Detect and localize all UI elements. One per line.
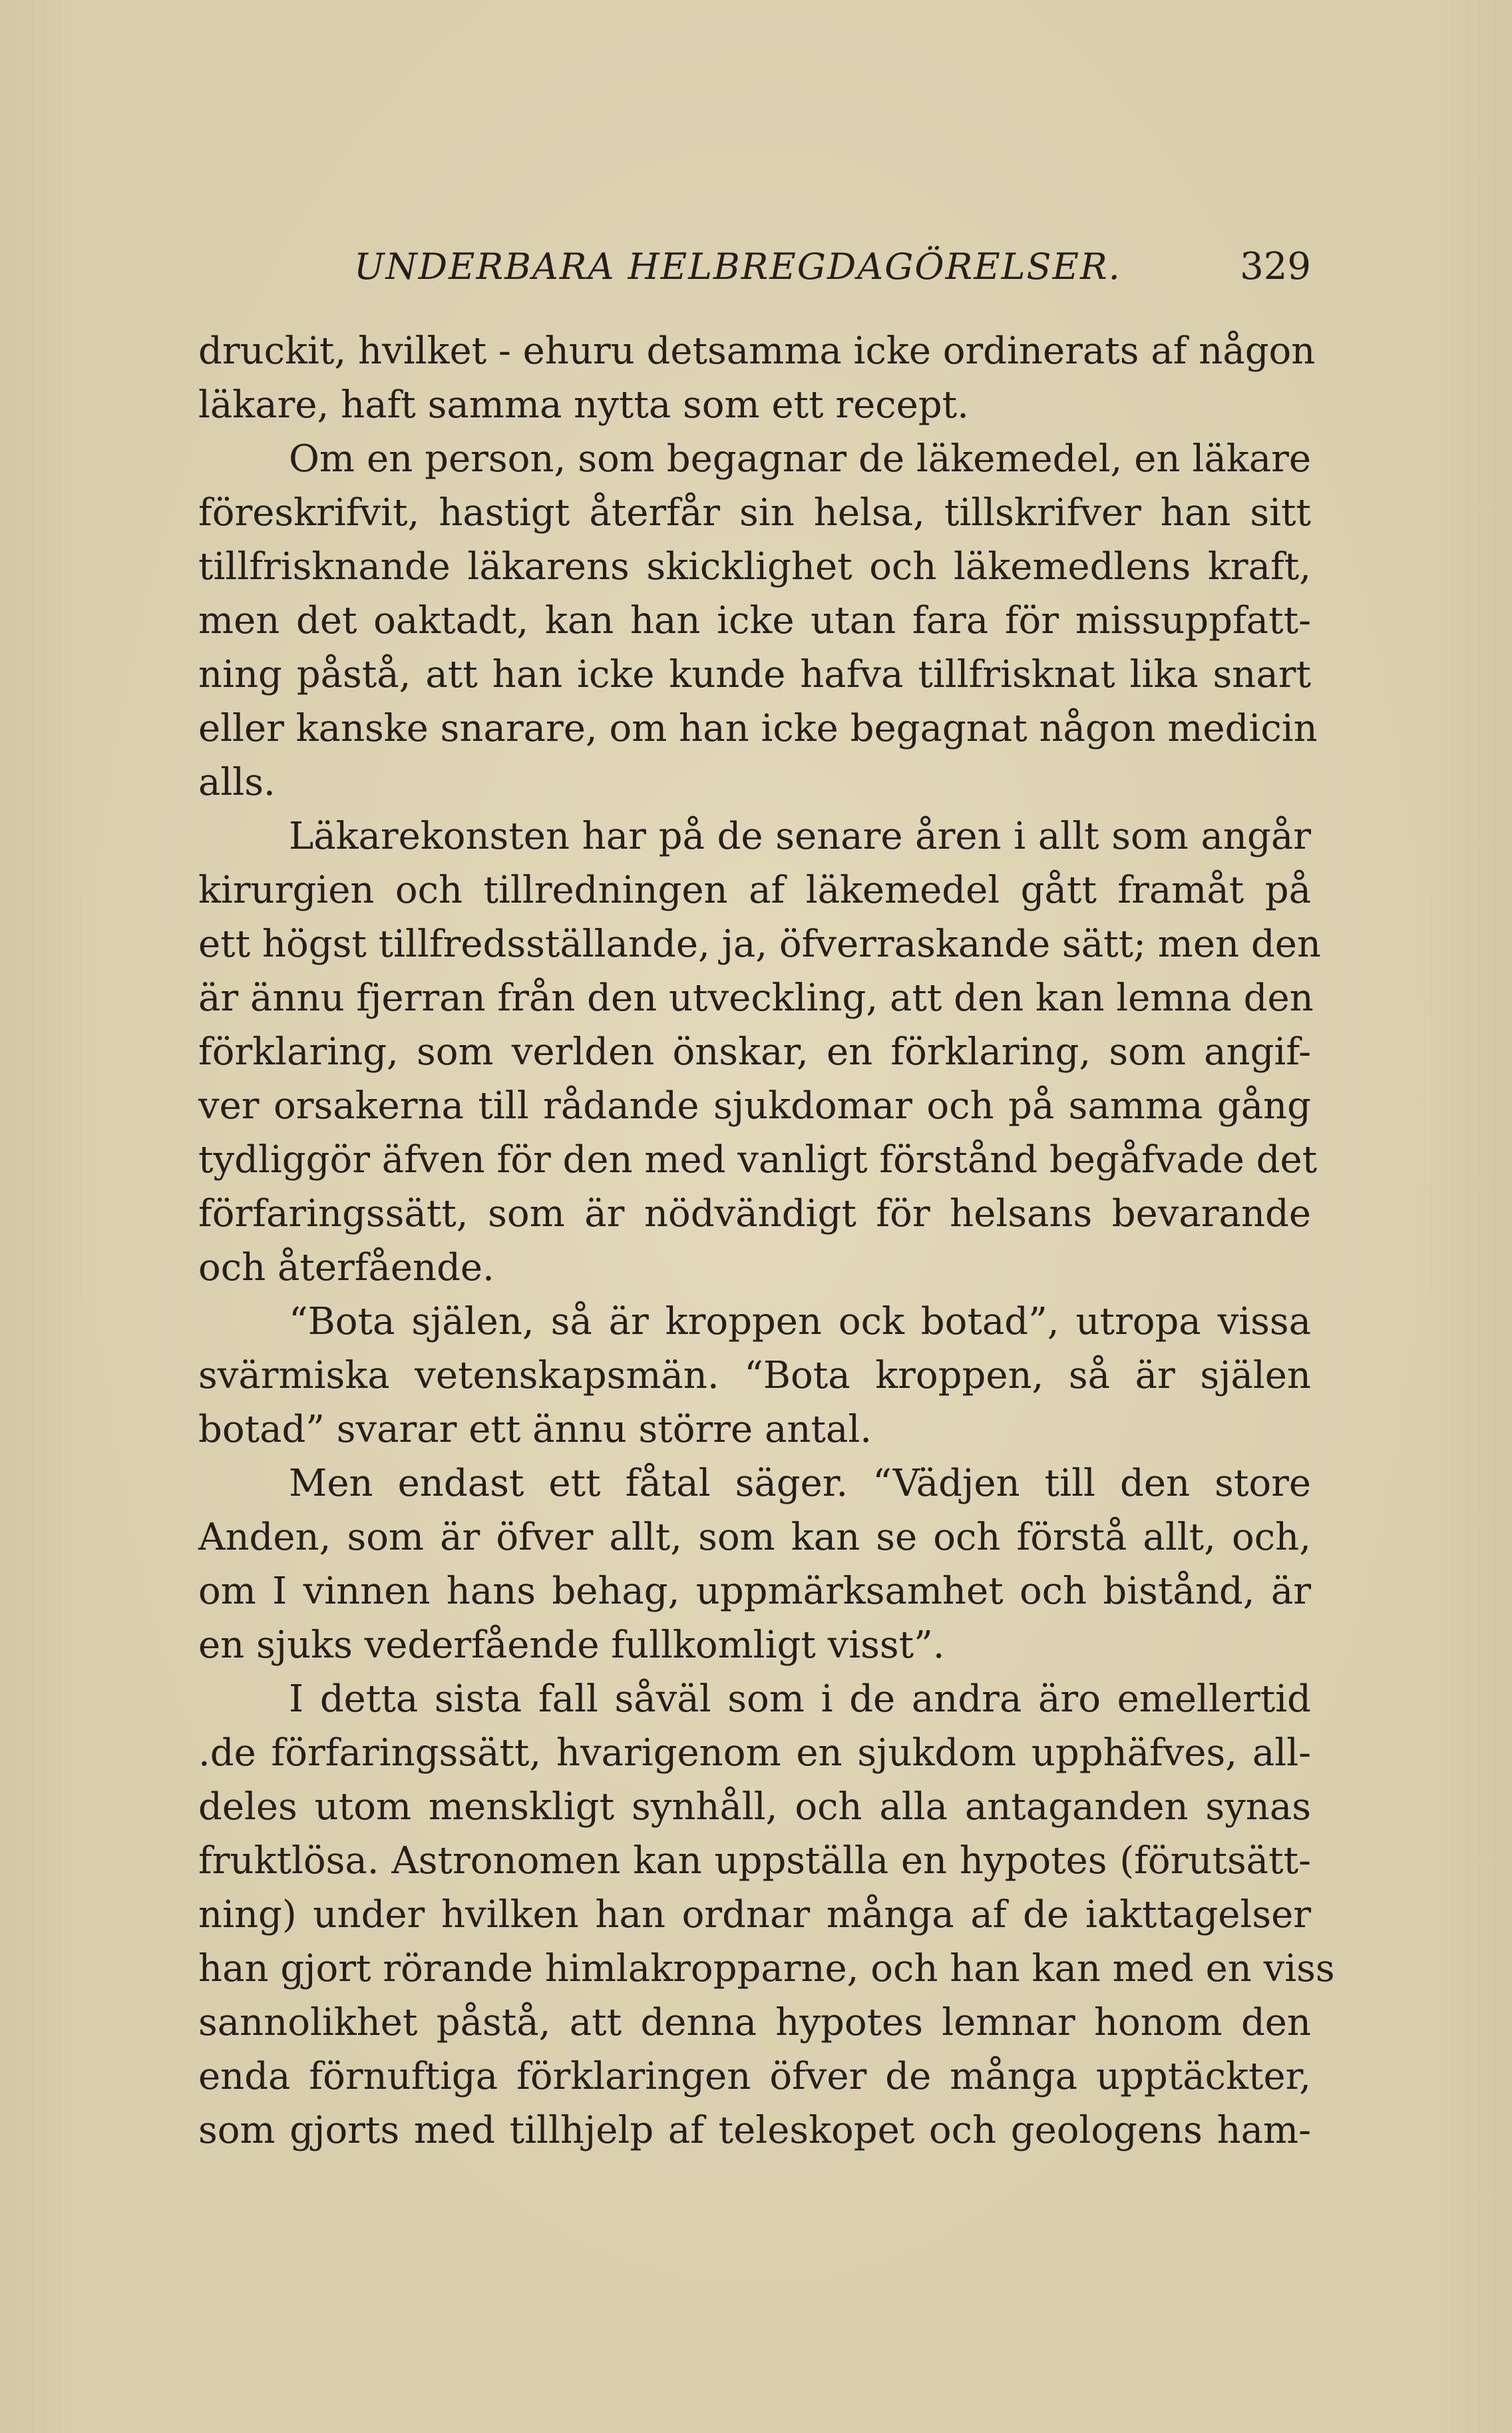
text-line: han gjort rörande himlakropparne, och han kan med en viss: [198, 1947, 1335, 1990]
text-line: eller kanske snarare, om han icke begagnat någon medicin: [198, 707, 1318, 750]
page-header: [354, 244, 1311, 290]
text-line: kirurgien och tillredningen af läkemedel gått framåt på: [198, 869, 1311, 912]
text-line: I detta sista fall såväl som i de andra äro emellertid: [289, 1677, 1311, 1721]
text-line: ning) under hvilken han ordnar många af de iakttagelser: [198, 1893, 1311, 1936]
text-line: som gjorts med tillhjelp af teleskopet och geologens ham-: [198, 2109, 1311, 2152]
text-line: om I vinnen hans behag, uppmärksamhet och bistånd, är: [198, 1570, 1311, 1613]
text-line: ett högst tillfredsställande, ja, öfverraskande sätt; men den: [198, 923, 1321, 966]
text-line: förfaringssätt, som är nödvändigt för helsans bevarande: [198, 1192, 1311, 1235]
text-line: föreskrifvit, hastigt återfår sin helsa, tillskrifver han sitt: [198, 491, 1311, 535]
text-line: fruktlösa. Astronomen kan uppställa en hypotes (förutsätt-: [198, 1839, 1311, 1882]
running-title: UNDERBARA HELBREGDAGÖRELSER.: [354, 246, 1121, 288]
text-line: och återfående.: [198, 1246, 494, 1289]
text-line: Men endast ett fåtal säger. “Vädjen till den store: [289, 1462, 1311, 1505]
text-line: svärmiska vetenskapsmän. “Bota kroppen, så är själen: [198, 1354, 1311, 1397]
text-line: ning påstå, att han icke kunde hafva tillfrisknat lika snart: [198, 653, 1311, 696]
text-line: tillfrisknande läkarens skicklighet och läkemedlens kraft,: [198, 545, 1311, 588]
page-number: 329: [1240, 245, 1311, 288]
text-line: Anden, som är öfver allt, som kan se och förstå allt, och,: [198, 1516, 1311, 1559]
text-line: men det oaktadt, kan han icke utan fara för missuppfatt-: [198, 599, 1311, 642]
text-line: botad” svarar ett ännu större antal.: [198, 1408, 872, 1451]
text-line: tydliggör äfven för den med vanligt förstånd begåfvade det: [198, 1138, 1318, 1182]
text-line: sannolikhet påstå, att denna hypotes lemnar honom den: [198, 2001, 1311, 2044]
text-line: Om en person, som begagnar de läkemedel, en läkare: [289, 437, 1311, 481]
body-text: [198, 324, 1335, 2157]
text-line: deles utom menskligt synhåll, och alla antaganden synas: [198, 1785, 1311, 1829]
text-line: förklaring, som verlden önskar, en förklaring, som angif-: [198, 1030, 1311, 1074]
text-line: läkare, haft samma nytta som ett recept.: [198, 383, 969, 427]
text-line: druckit, hvilket - ehuru detsamma icke ordinerats af någon: [198, 330, 1316, 373]
text-line: en sjuks vederfående fullkomligt visst”.: [198, 1624, 945, 1667]
text-line: alls.: [198, 761, 276, 804]
text-line: “Bota själen, så är kroppen ock botad”, utropa vissa: [289, 1300, 1311, 1343]
text-line: .de förfaringssätt, hvarigenom en sjukdom upphäfves, all-: [198, 1731, 1311, 1775]
text-line: enda förnuftiga förklaringen öfver de många upptäckter,: [198, 2055, 1311, 2098]
text-line: ver orsakerna till rådande sjukdomar och på samma gång: [198, 1084, 1311, 1128]
text-line: Läkarekonsten har på de senare åren i allt som angår: [289, 815, 1311, 858]
text-line: är ännu fjerran från den utveckling, att den kan lemna den: [198, 977, 1314, 1020]
